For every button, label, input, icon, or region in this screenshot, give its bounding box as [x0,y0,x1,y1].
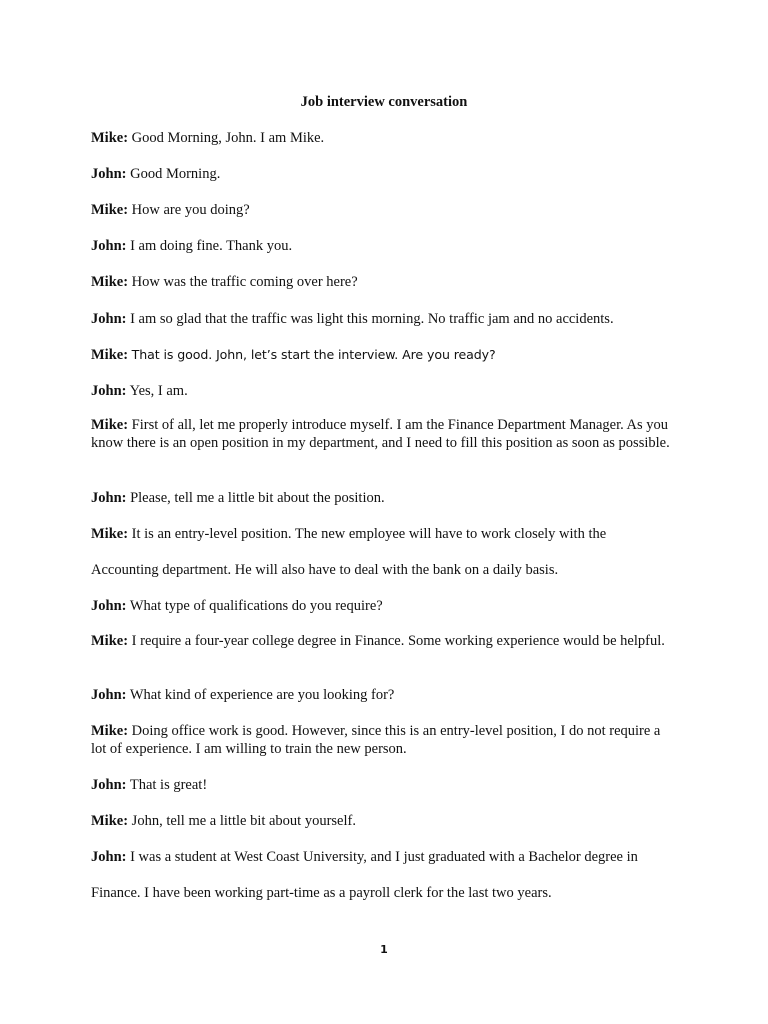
dialogue-line [91,416,673,453]
dialogue-line [91,165,673,183]
speaker-name: John: [91,311,127,327]
dialogue-line [91,597,673,615]
speaker-name: Mike: [91,633,129,649]
dialogue-text: How are you doing? [131,202,250,218]
speaker-name: Mike: [91,202,129,218]
dialogue-text: Doing office work is good. However, since this is an entry-level position, I do not require a lot of experience. I am willing to train the new person. [91,723,661,758]
dialogue-line [91,812,673,830]
dialogue-text: That is great! [129,777,208,793]
dialogue-line [91,848,673,866]
page-number: 1 [380,943,388,956]
speaker-name: Mike: [91,417,129,433]
dialogue-line [91,632,673,650]
dialogue-text: Please, tell me a little bit about the position. [130,490,385,506]
speaker-name: Mike: [91,813,129,829]
dialogue-line [91,129,673,147]
speaker-name: John: [91,777,127,793]
dialogue-line [91,201,673,219]
speaker-name: John: [91,383,127,399]
dialogue-line [91,722,673,759]
dialogue-text: How was the traffic coming over here? [131,274,358,290]
dialogue-line [91,273,673,291]
dialogue-text: What type of qualifications do you require? [129,598,383,614]
speaker-name: Mike: [91,723,129,739]
dialogue-line [91,884,673,902]
speaker-name: John: [91,849,127,865]
dialogue-text: John, tell me a little bit about yourself. [131,813,356,829]
dialogue-text: What kind of experience are you looking for? [129,687,395,703]
dialogue-text: I am doing fine. Thank you. [130,238,293,254]
speaker-name: John: [91,238,127,254]
dialogue-text: Good Morning. [130,166,221,182]
dialogue-text: It is an entry-level position. The new employee will have to work closely with the [131,526,607,542]
speaker-name: John: [91,166,127,182]
dialogue-line [91,310,673,328]
dialogue-text: Yes, I am. [129,383,188,399]
document-title: Job interview conversation [300,94,468,110]
dialogue-line [91,686,673,704]
dialogue-text: I am so glad that the traffic was light this morning. No traffic jam and no accidents. [130,311,614,327]
dialogue-text: I was a student at West Coast University, and I just graduated with a Bachelor degree in [130,849,638,865]
dialogue-line [91,561,673,579]
dialogue-line [91,489,673,507]
speaker-name: Mike: [91,130,129,146]
speaker-name: Mike: [91,347,129,363]
dialogue-line [91,776,673,794]
dialogue-text: Good Morning, John. I am Mike. [131,130,325,146]
dialogue-text: I require a four-year college degree in Finance. Some working experience would be helpful. [131,633,665,649]
dialogue-text: Finance. I have been working part-time as a payroll clerk for the last two years. [91,885,552,901]
dialogue-line [91,382,673,400]
dialogue-line [91,237,673,255]
speaker-name: John: [91,598,127,614]
dialogue-line [91,346,673,364]
dialogue-text: Accounting department. He will also have to deal with the bank on a daily basis. [91,562,559,578]
speaker-name: Mike: [91,526,129,542]
speaker-name: Mike: [91,274,129,290]
dialogue-text: First of all, let me properly introduce myself. I am the Finance Department Manager. As you know there is an open position in my department, and I need to fill this position as soon as possible. [91,417,670,452]
speaker-name: John: [91,687,127,703]
dialogue-text: That is good. John, let’s start the interview. Are you ready? [131,347,496,362]
dialogue-line [91,525,673,543]
speaker-name: John: [91,490,127,506]
